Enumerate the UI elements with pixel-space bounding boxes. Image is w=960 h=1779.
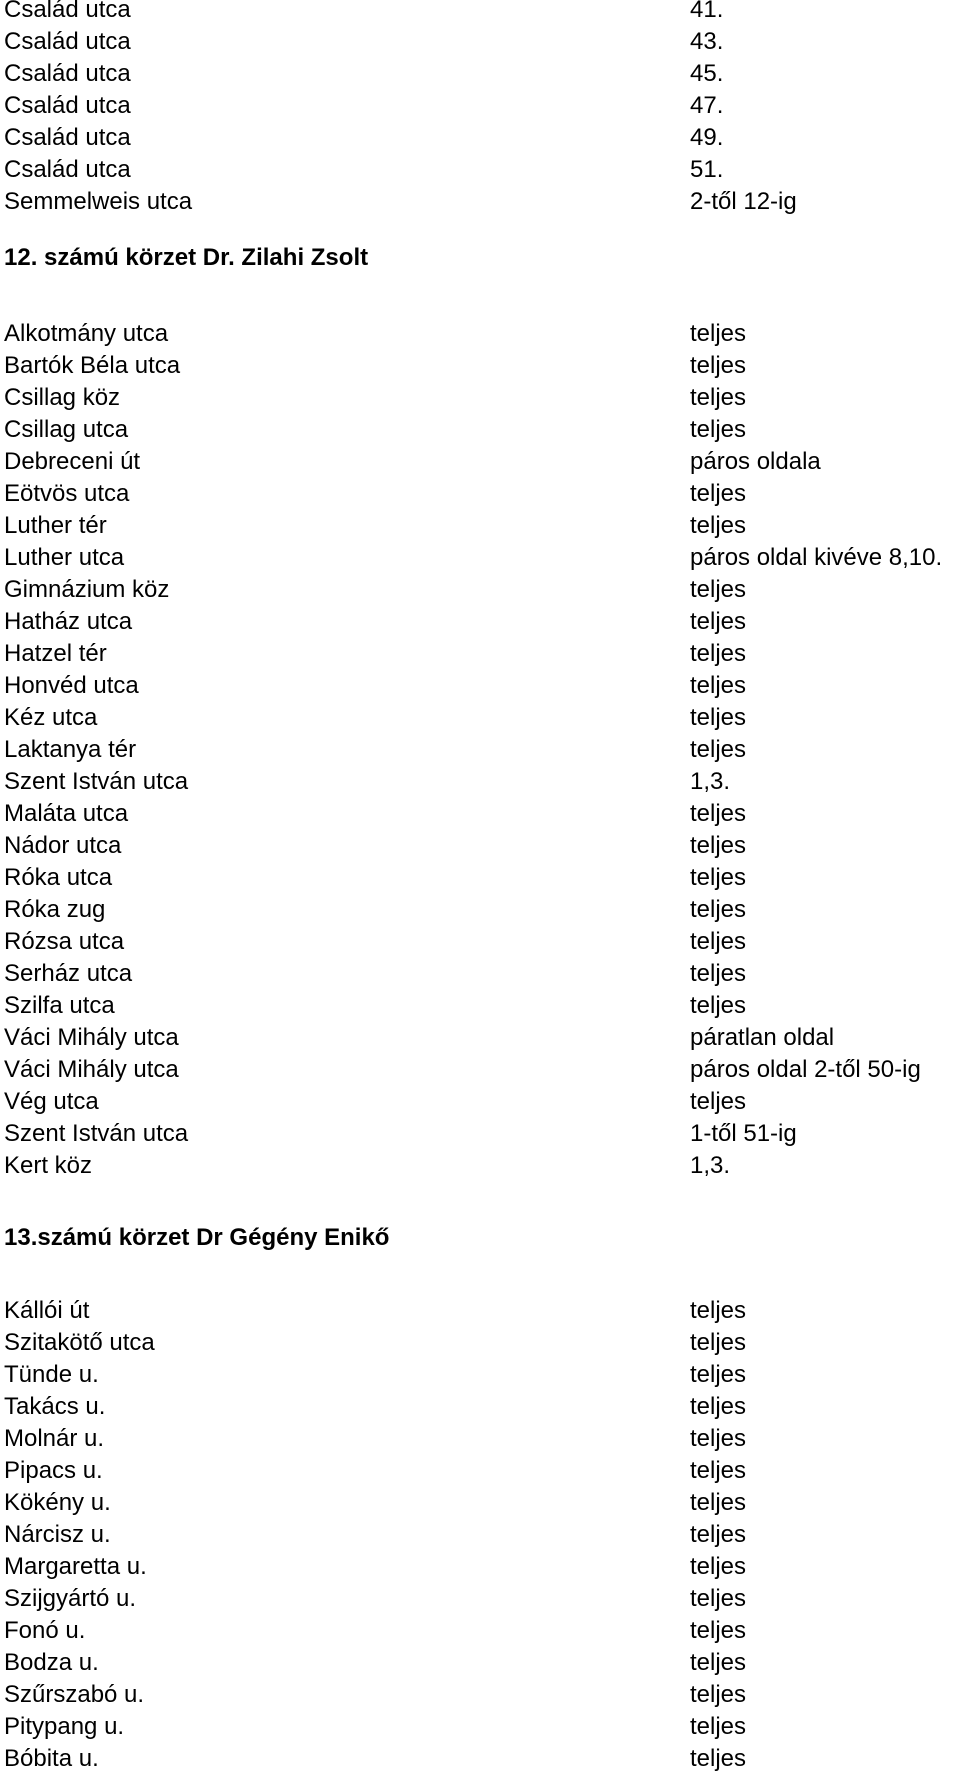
street-name: Honvéd utca [4, 672, 139, 699]
street-name: Rózsa utca [4, 928, 125, 955]
street-row [0, 1583, 960, 1615]
street-extent: teljes [690, 800, 747, 827]
street-row [0, 1615, 960, 1647]
street-name: Szijgyártó u. [4, 1585, 137, 1612]
street-row [0, 1118, 960, 1150]
street-row [0, 1519, 960, 1551]
street-name: Család utca [4, 156, 131, 183]
district-12-heading: 12. számú körzet Dr. Zilahi Zsolt [4, 244, 369, 271]
street-row [0, 926, 960, 958]
street-name: Margaretta u. [4, 1553, 147, 1580]
street-name: Debreceni út [4, 448, 141, 475]
street-row [0, 1743, 960, 1775]
street-extent: teljes [690, 352, 747, 379]
street-row [0, 0, 960, 26]
street-extent: teljes [690, 1393, 747, 1420]
street-extent: teljes [690, 1649, 747, 1676]
street-row [0, 542, 960, 574]
street-name: Hatház utca [4, 608, 133, 635]
street-extent: teljes [690, 576, 747, 603]
street-extent: teljes [690, 512, 747, 539]
street-row [0, 382, 960, 414]
street-row [0, 1551, 960, 1583]
street-extent: teljes [690, 1489, 747, 1516]
street-row [0, 606, 960, 638]
street-extent: teljes [690, 1585, 747, 1612]
street-extent: teljes [690, 480, 747, 507]
street-name: Szűrszabó u. [4, 1681, 145, 1708]
street-extent: teljes [690, 1329, 747, 1356]
street-row [0, 798, 960, 830]
street-extent: teljes [690, 1425, 747, 1452]
district-13-street-list [0, 1295, 960, 1775]
street-row [0, 1359, 960, 1391]
street-extent: páros oldal kivéve 8,10. [690, 544, 943, 571]
street-extent: teljes [690, 416, 747, 443]
street-row [0, 1327, 960, 1359]
street-extent: 1-től 51-ig [690, 1120, 797, 1147]
district-13-heading: 13.számú körzet Dr Gégény Enikő [4, 1224, 390, 1251]
street-name: Család utca [4, 124, 131, 151]
street-row [0, 510, 960, 542]
street-row [0, 862, 960, 894]
street-name: Váci Mihály utca [4, 1024, 179, 1051]
street-name: Gimnázium köz [4, 576, 170, 603]
street-row [0, 1679, 960, 1711]
street-name: Semmelweis utca [4, 188, 193, 215]
street-name: Szitakötő utca [4, 1329, 155, 1356]
street-name: Hatzel tér [4, 640, 107, 667]
street-row [0, 154, 960, 186]
street-extent: teljes [690, 1521, 747, 1548]
street-extent: teljes [690, 1088, 747, 1115]
street-name: Bóbita u. [4, 1745, 99, 1772]
street-extent: teljes [690, 1681, 747, 1708]
street-name: Pitypang u. [4, 1713, 125, 1740]
street-name: Család utca [4, 92, 131, 119]
street-name: Kert köz [4, 1152, 93, 1179]
street-name: Maláta utca [4, 800, 129, 827]
street-row [0, 766, 960, 798]
street-row [0, 1647, 960, 1679]
street-row [0, 1455, 960, 1487]
street-name: Molnár u. [4, 1425, 105, 1452]
street-name: Takács u. [4, 1393, 106, 1420]
street-name: Kállói út [4, 1297, 90, 1324]
street-row [0, 186, 960, 218]
street-extent: teljes [690, 1713, 747, 1740]
street-row [0, 1086, 960, 1118]
street-extent: 1,3. [690, 1152, 731, 1179]
street-name: Róka utca [4, 864, 113, 891]
street-extent: teljes [690, 960, 747, 987]
street-name: Eötvös utca [4, 480, 130, 507]
street-extent: páros oldala [690, 448, 821, 475]
street-row [0, 446, 960, 478]
street-extent: páros oldal 2-től 50-ig [690, 1056, 921, 1083]
street-extent: teljes [690, 928, 747, 955]
street-name: Laktanya tér [4, 736, 137, 763]
street-name: Bartók Béla utca [4, 352, 181, 379]
street-name: Szent István utca [4, 768, 189, 795]
street-name: Szilfa utca [4, 992, 115, 1019]
street-extent: teljes [690, 832, 747, 859]
street-name: Alkotmány utca [4, 320, 169, 347]
street-extent: teljes [690, 1457, 747, 1484]
street-row [0, 574, 960, 606]
street-row [0, 1391, 960, 1423]
street-extent: teljes [690, 736, 747, 763]
street-row [0, 1487, 960, 1519]
street-name: Serház utca [4, 960, 133, 987]
street-row [0, 894, 960, 926]
street-name: Luther utca [4, 544, 125, 571]
street-row [0, 1054, 960, 1086]
street-row [0, 90, 960, 122]
street-name: Fonó u. [4, 1617, 86, 1644]
street-row [0, 122, 960, 154]
street-name: Nárcisz u. [4, 1521, 111, 1548]
street-extent: 47. [690, 92, 724, 119]
street-name: Tünde u. [4, 1361, 99, 1388]
street-name: Bodza u. [4, 1649, 99, 1676]
street-row [0, 1295, 960, 1327]
street-row [0, 958, 960, 990]
street-row [0, 26, 960, 58]
street-extent: teljes [690, 384, 747, 411]
street-extent: páratlan oldal [690, 1024, 835, 1051]
street-extent: teljes [690, 1361, 747, 1388]
street-row [0, 990, 960, 1022]
street-extent: teljes [690, 608, 747, 635]
street-row [0, 830, 960, 862]
street-extent: teljes [690, 896, 747, 923]
street-name: Luther tér [4, 512, 107, 539]
street-extent: teljes [690, 672, 747, 699]
street-extent: teljes [690, 864, 747, 891]
street-name: Kökény u. [4, 1489, 111, 1516]
street-extent: teljes [690, 704, 747, 731]
street-row [0, 702, 960, 734]
street-row [0, 670, 960, 702]
street-row [0, 478, 960, 510]
street-row [0, 318, 960, 350]
street-name: Csillag utca [4, 416, 129, 443]
street-row [0, 58, 960, 90]
street-extent: teljes [690, 1553, 747, 1580]
street-name: Nádor utca [4, 832, 122, 859]
street-row [0, 414, 960, 446]
street-extent: 45. [690, 60, 724, 87]
section-previous-district-list [0, 0, 960, 218]
street-name: Csillag köz [4, 384, 121, 411]
street-name: Vég utca [4, 1088, 99, 1115]
street-name: Róka zug [4, 896, 106, 923]
street-row [0, 1711, 960, 1743]
street-extent: teljes [690, 320, 747, 347]
street-name: Szent István utca [4, 1120, 189, 1147]
street-extent: 51. [690, 156, 724, 183]
street-row [0, 1022, 960, 1054]
street-extent: teljes [690, 1617, 747, 1644]
street-extent: 1,3. [690, 768, 731, 795]
street-extent: 49. [690, 124, 724, 151]
street-row [0, 734, 960, 766]
street-extent: 2-től 12-ig [690, 188, 797, 215]
street-extent: teljes [690, 1297, 747, 1324]
district-12-street-list [0, 318, 960, 1182]
street-name: Kéz utca [4, 704, 98, 731]
street-extent: teljes [690, 1745, 747, 1772]
street-extent: teljes [690, 640, 747, 667]
street-row [0, 1150, 960, 1182]
street-extent: 43. [690, 28, 724, 55]
street-row [0, 1423, 960, 1455]
street-name: Család utca [4, 60, 131, 87]
street-name: Család utca [4, 28, 131, 55]
street-name: Család utca [4, 0, 131, 23]
street-extent: 41. [690, 0, 724, 23]
street-row [0, 350, 960, 382]
street-name: Váci Mihály utca [4, 1056, 179, 1083]
street-row [0, 638, 960, 670]
street-extent: teljes [690, 992, 747, 1019]
street-name: Pipacs u. [4, 1457, 103, 1484]
